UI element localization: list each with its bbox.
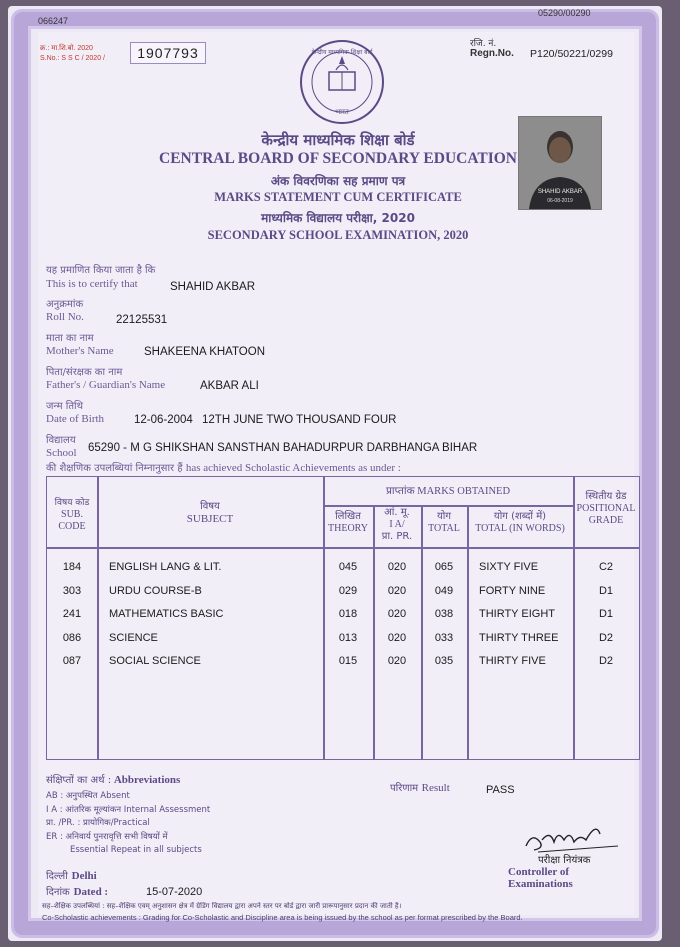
doc-title-en: MARKS STATEMENT CUM CERTIFICATE bbox=[214, 190, 462, 204]
school-label-en: School bbox=[46, 447, 77, 459]
doc-title-hindi: अंक विवरणिका सह प्रमाण पत्र bbox=[270, 174, 406, 188]
exam-name-hindi: माध्यमिक विद्यालय परीक्षा, 2020 bbox=[261, 211, 415, 225]
cell-words: SIXTY FIVE bbox=[479, 561, 539, 573]
cell-code: 241 bbox=[62, 608, 82, 620]
roll-number: 22125531 bbox=[116, 314, 168, 326]
cell-ia: 020 bbox=[387, 608, 407, 620]
header-total-hindi: योग bbox=[436, 511, 452, 522]
father-name: AKBAR ALI bbox=[200, 380, 259, 392]
regn-number: P120/50221/0299 bbox=[530, 48, 613, 60]
regn-label-hindi: रजि. नं. bbox=[470, 39, 497, 49]
serial-top: 066247 bbox=[38, 16, 69, 26]
cell-code: 303 bbox=[62, 584, 82, 597]
serial-number-box: 1907793 bbox=[130, 42, 206, 64]
place-en: Delhi bbox=[71, 870, 97, 882]
dated bbox=[46, 884, 108, 898]
abbr-practical: प्रा. /PR. : प्रायोगिक/Practical bbox=[46, 818, 150, 828]
header-marks-en: MARKS OBTAINED bbox=[417, 486, 511, 497]
header-code-en: SUB. CODE bbox=[58, 509, 86, 532]
cell-theory: 018 bbox=[338, 608, 358, 620]
header-theory-en: THEORY bbox=[328, 523, 368, 534]
photo-caption-date: 06-08-2019 bbox=[547, 198, 573, 204]
abbr-essential: ER : अनिवार्य पुनरावृत्ति सभी विषयों में bbox=[46, 831, 168, 842]
header-theory-hindi: लिखित bbox=[335, 511, 361, 522]
table-divider bbox=[323, 505, 573, 507]
controller-label-hindi: परीक्षा नियंत्रक bbox=[538, 855, 591, 866]
cell-grade: C2 bbox=[598, 561, 614, 573]
cell-subject: SCIENCE bbox=[109, 631, 158, 644]
cell-theory: 015 bbox=[338, 655, 358, 667]
abbr-list bbox=[46, 790, 210, 858]
cell-subject: URDU COURSE-B bbox=[109, 584, 202, 597]
dated-hindi: दिनांक bbox=[46, 887, 70, 898]
mother-name: SHAKEENA KHATOON bbox=[144, 346, 265, 358]
cell-total: 038 bbox=[434, 608, 454, 620]
header-total-en: TOTAL bbox=[428, 523, 460, 534]
cell-theory: 013 bbox=[338, 631, 358, 644]
header-code-hindi: विषय कोड bbox=[54, 498, 90, 508]
emblem-text-top: केन्द्रीय माध्यमिक शिक्षा बोर्ड bbox=[311, 49, 373, 56]
header-subject-en: SUBJECT bbox=[186, 513, 234, 525]
roll-label-en: Roll No. bbox=[46, 311, 84, 323]
cell-grade: D1 bbox=[598, 608, 614, 620]
dob-value: 12-06-2004 bbox=[134, 414, 193, 426]
certify-label-hindi: यह प्रमाणित किया जाता है कि bbox=[46, 265, 156, 276]
header-words-en: TOTAL (IN WORDS) bbox=[475, 523, 565, 534]
cell-words: FORTY NINE bbox=[479, 584, 546, 597]
abbr-absent: AB : अनुपस्थित Absent bbox=[46, 791, 130, 801]
result-label-en: Result bbox=[421, 782, 450, 794]
achievement-hindi: की शैक्षणिक उपलब्धियां निम्नानुसार हैं bbox=[46, 463, 183, 474]
header-ia-hindi: आं. मू. bbox=[384, 507, 410, 518]
table-divider bbox=[47, 547, 639, 549]
header-ia-pr: प्रा. PR. bbox=[381, 531, 413, 542]
cell-words: THIRTY EIGHT bbox=[479, 608, 555, 620]
cell-subject: SOCIAL SCIENCE bbox=[109, 655, 201, 667]
cell-theory: 045 bbox=[338, 561, 358, 573]
achievement-en: has achieved Scholastic Achievements as under : bbox=[185, 462, 401, 474]
sno-label-en: S.No.: S S C / 2020 / bbox=[40, 55, 105, 62]
cell-ia: 020 bbox=[387, 561, 407, 573]
footer-hindi: सह–शैक्षिक उपलब्धियां : सह–शैक्षिक एवम् अनुशासन क्षेत्र में ग्रेडिंग विद्यालय द्वारा अपने स्तर पर बोर्ड द्वारा जारी प्रारूपानुसार प्रदान की जाती है। bbox=[42, 902, 402, 910]
board-name-hindi: केन्द्रीय माध्यमिक शिक्षा बोर्ड bbox=[261, 131, 415, 149]
header-grade bbox=[573, 491, 639, 527]
cbse-emblem-icon bbox=[300, 40, 384, 124]
header-subject bbox=[97, 501, 323, 525]
marks-table bbox=[46, 476, 640, 760]
result-label bbox=[390, 780, 450, 794]
dated-en: Dated : bbox=[73, 886, 109, 898]
result-value: PASS bbox=[486, 784, 515, 796]
header-ia-en: I A/ bbox=[389, 519, 405, 530]
student-photo-graphic bbox=[519, 117, 601, 209]
cell-total: 065 bbox=[434, 561, 454, 573]
abbr-title-hindi: संक्षिप्तों का अर्थ : bbox=[46, 775, 112, 786]
sno-label-hindi: क्र.: मा.शि.बो. 2020 bbox=[40, 45, 93, 52]
abbr-title bbox=[46, 772, 180, 786]
student-name: SHAHID AKBAR bbox=[170, 281, 255, 293]
school-label-hindi: विद्यालय bbox=[46, 435, 76, 446]
header-marks bbox=[323, 485, 573, 498]
father-label-en: Father's / Guardian's Name bbox=[46, 379, 166, 391]
header-ia bbox=[373, 507, 421, 543]
header-grade-en: POSITIONAL GRADE bbox=[576, 503, 636, 526]
mother-label-en: Mother's Name bbox=[46, 345, 114, 357]
cell-theory: 029 bbox=[338, 584, 358, 597]
certificate-sheet bbox=[8, 6, 662, 941]
dob-label-en: Date of Birth bbox=[46, 413, 105, 425]
regn-label-en: Regn.No. bbox=[470, 48, 514, 59]
header-words bbox=[467, 511, 573, 535]
result-label-hindi: परिणाम bbox=[390, 783, 419, 794]
header-total bbox=[421, 511, 467, 535]
controller-label-en: Controller of Examinations bbox=[508, 866, 573, 890]
abbr-essential-en: Essential Repeat in all subjects bbox=[70, 845, 202, 855]
emblem-text-bottom: भारत bbox=[335, 108, 349, 116]
exam-name-en: SECONDARY SCHOOL EXAMINATION, 2020 bbox=[207, 228, 469, 242]
roll-label-hindi: अनुक्रमांक bbox=[46, 299, 84, 310]
cell-total: 033 bbox=[434, 631, 454, 644]
cell-ia: 020 bbox=[387, 655, 407, 667]
place bbox=[46, 868, 97, 882]
cell-words: THIRTY FIVE bbox=[479, 655, 546, 667]
photo-caption-name: SHAHID AKBAR bbox=[537, 189, 583, 195]
father-label-hindi: पिता/संरक्षक का नाम bbox=[46, 367, 123, 378]
table-divider bbox=[467, 505, 469, 759]
student-photo bbox=[518, 116, 602, 210]
header-theory bbox=[323, 511, 373, 535]
certify-label-en: This is to certify that bbox=[46, 278, 138, 290]
cell-subject: ENGLISH LANG & LIT. bbox=[109, 561, 222, 573]
header-subject-hindi: विषय bbox=[200, 501, 220, 512]
cell-code: 184 bbox=[62, 561, 82, 573]
cell-grade: D2 bbox=[598, 655, 614, 667]
header-marks-hindi: प्राप्तांक bbox=[385, 485, 415, 497]
ref-top-right: 05290/00290 bbox=[538, 8, 591, 18]
cell-code: 087 bbox=[62, 655, 82, 667]
achievement-line bbox=[46, 460, 401, 474]
cell-grade: D2 bbox=[598, 631, 614, 644]
issue-date: 15-07-2020 bbox=[146, 886, 203, 898]
cell-ia: 020 bbox=[387, 584, 407, 597]
cell-grade: D1 bbox=[598, 584, 614, 597]
cell-total: 049 bbox=[434, 584, 454, 597]
dob-label-hindi: जन्म तिथि bbox=[46, 401, 84, 412]
abbr-internal: I A : आंतरिक मूल्यांकन Internal Assessment bbox=[46, 804, 211, 815]
school-name: 65290 - M G SHIKSHAN SANSTHAN BAHADURPUR DARBHANGA BIHAR bbox=[88, 442, 478, 454]
cell-code: 086 bbox=[62, 631, 82, 644]
header-code bbox=[47, 497, 97, 533]
mother-label-hindi: माता का नाम bbox=[46, 333, 94, 344]
board-name-en: CENTRAL BOARD OF SECONDARY EDUCATION bbox=[159, 150, 517, 167]
abbr-title-en: Abbreviations bbox=[113, 774, 181, 786]
header-grade-hindi: स्थितीय ग्रेड bbox=[585, 491, 627, 502]
footer-en: Co-Scholastic achievements : Grading for Co-Scholastic and Discipline area is being issued by the school as per format prescribed by the Board. bbox=[42, 913, 523, 922]
cell-words: THIRTY THREE bbox=[479, 631, 559, 644]
cell-total: 035 bbox=[434, 655, 454, 667]
certificate-body bbox=[38, 32, 636, 922]
place-hindi: दिल्ली bbox=[46, 871, 68, 882]
cell-ia: 020 bbox=[387, 631, 407, 644]
sno-label bbox=[40, 44, 105, 64]
header-words-hindi: योग (शब्दों में) bbox=[493, 511, 547, 522]
cell-subject: MATHEMATICS BASIC bbox=[109, 608, 224, 620]
dob-words: 12TH JUNE TWO THOUSAND FOUR bbox=[202, 414, 397, 426]
